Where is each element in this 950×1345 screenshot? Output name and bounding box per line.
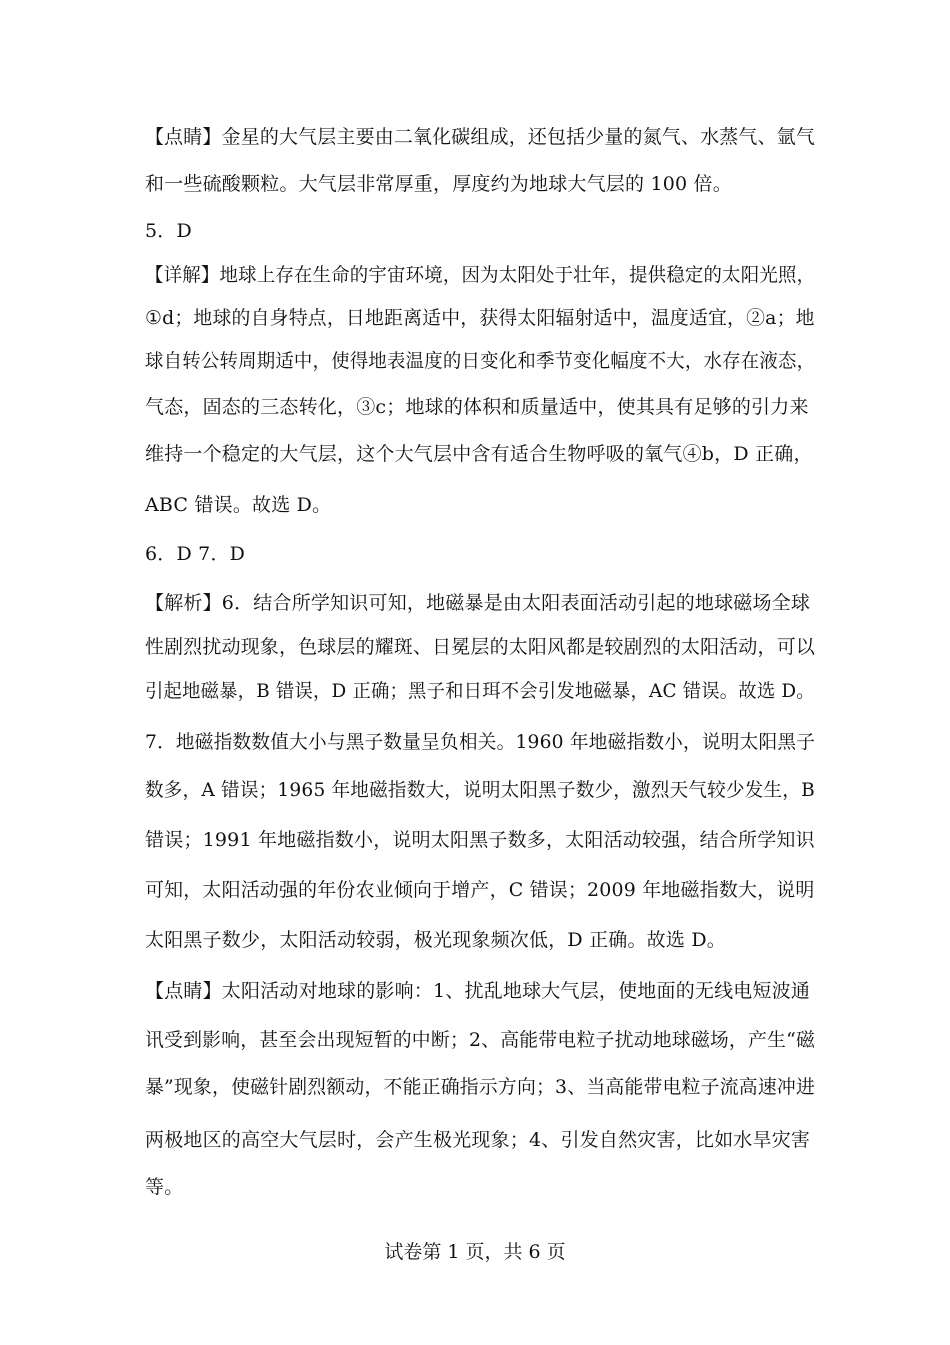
- text-line: 引起地磁暴，B 错误，D 正确；黑子和日珥不会引发地磁暴，AC 错误。故选 D。: [145, 680, 815, 702]
- text-line: 气态，固态的三态转化，③c；地球的体积和质量适中，使其具有足够的引力来: [145, 396, 809, 418]
- text-line: 性剧烈扰动现象，色球层的耀斑、日冕层的太阳风都是较剧烈的太阳活动，可以: [145, 636, 815, 658]
- text-line: 7．地磁指数数值大小与黑子数量呈负相关。1960 年地磁指数小，说明太阳黑子: [145, 731, 816, 753]
- text-line: 维持一个稳定的大气层，这个大气层中含有适合生物呼吸的氧气④b，D 正确，: [145, 443, 813, 465]
- text-line: 【解析】6．结合所学知识可知，地磁暴是由太阳表面活动引起的地球磁场全球: [145, 592, 811, 614]
- text-line: 和一些硫酸颗粒。大气层非常厚重，厚度约为地球大气层的 100 倍。: [145, 173, 732, 195]
- text-line: 【点睛】太阳活动对地球的影响：1、扰乱地球大气层，使地面的无线电短波通: [145, 980, 811, 1002]
- text-line: 太阳黑子数少，太阳活动较弱，极光现象频次低，D 正确。故选 D。: [145, 929, 726, 951]
- text-line: 5．D: [145, 220, 192, 242]
- text-line: 两极地区的高空大气层时，会产生极光现象；4、引发自然灾害，比如水旱灾害: [145, 1129, 811, 1151]
- text-line: 讯受到影响，甚至会出现短暂的中断；2、高能带电粒子扰动地球磁场，产生“磁: [145, 1029, 816, 1051]
- text-line: ①d；地球的自身特点，日地距离适中，获得太阳辐射适中，温度适宜，②a；地: [145, 307, 815, 329]
- text-line: 暴”现象，使磁针剧烈额动，不能正确指示方向；3、当高能带电粒子流高速冲进: [145, 1076, 816, 1098]
- text-line: 【点睛】金星的大气层主要由二氧化碳组成，还包括少量的氮气、水蒸气、氩气: [145, 126, 815, 148]
- text-line: 6．D 7．D: [145, 543, 246, 565]
- text-line: 错误；1991 年地磁指数小，说明太阳黑子数多，太阳活动较强，结合所学知识: [145, 829, 815, 851]
- text-line: ABC 错误。故选 D。: [145, 494, 332, 516]
- text-line: 球自转公转周期适中，使得地表温度的日变化和季节变化幅度不大，水存在液态，: [145, 350, 816, 372]
- text-line: 等。: [145, 1176, 184, 1198]
- page-footer: 试卷第 1 页，共 6 页: [384, 1241, 566, 1263]
- text-line: 可知，太阳活动强的年份农业倾向于增产，C 错误；2009 年地磁指数大，说明: [145, 879, 815, 901]
- text-line: 【详解】地球上存在生命的宇宙环境，因为太阳处于壮年，提供稳定的太阳光照，: [145, 264, 816, 286]
- text-line: 数多，A 错误；1965 年地磁指数大，说明太阳黑子数少，激烈天气较少发生，B: [145, 779, 815, 801]
